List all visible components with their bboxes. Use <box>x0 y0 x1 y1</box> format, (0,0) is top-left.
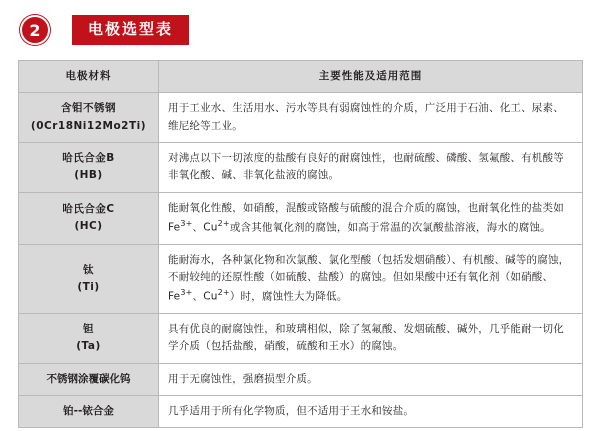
table-header <box>19 61 583 93</box>
cell-material <box>19 93 159 143</box>
cell-description: 能耐氧化性酸，如硝酸，混酸或铬酸与硫酸的混合介质的腐蚀，也耐氧化性的盐类如$Fe^{3+}$、$Cu^{2+}$或含其他氧化剂的腐蚀，如高于常温的次氯酸盐溶液，海水的腐蚀。 <box>159 192 583 244</box>
material-line: (HC) <box>74 220 103 233</box>
table-row <box>19 244 583 313</box>
cell-description: 用于工业水、生活用水、污水等具有弱腐蚀性的介质，广泛用于石油、化工、尿素、维尼纶等工业。 <box>159 93 583 143</box>
column-header-material: 电极材料 <box>19 61 159 93</box>
material-line: 不锈钢涂覆碳化钨 <box>46 372 131 385</box>
material-line: (Ta) <box>76 340 101 353</box>
cell-description: 对沸点以下一切浓度的盐酸有良好的耐腐蚀性，也耐硫酸、磷酸、氢氟酸、有机酸等非氧化酸、碱、非氧化盐液的腐蚀。 <box>159 142 583 192</box>
cell-material <box>19 314 159 364</box>
table-row <box>19 142 583 192</box>
table-body <box>19 93 583 428</box>
cell-description: 用于无腐蚀性，强磨损型介质。 <box>159 363 583 395</box>
material-line: 钛 <box>83 263 94 276</box>
table-row <box>19 396 583 428</box>
cell-material <box>19 244 159 313</box>
electrode-selection-table <box>18 60 583 428</box>
material-line: (0Cr18Ni12Mo2Ti) <box>30 119 147 132</box>
cell-description: 具有优良的耐腐蚀性，和玻璃相似，除了氢氟酸、发烟硫酸、碱外，几乎能耐一切化学介质（包括盐酸，硝酸，硫酸和王水）的腐蚀。 <box>159 314 583 364</box>
section-number-badge: 2 <box>20 15 50 45</box>
material-line: (Ti) <box>77 280 100 293</box>
material-line: 钽 <box>83 323 94 336</box>
page-title: 电极选型表 <box>72 15 189 45</box>
cell-material <box>19 363 159 395</box>
material-line: 铂--铱合金 <box>63 405 114 418</box>
section-header <box>18 10 582 50</box>
cell-material <box>19 142 159 192</box>
cell-material <box>19 396 159 428</box>
table-row <box>19 314 583 364</box>
table-row <box>19 363 583 395</box>
table-header-row <box>19 61 583 93</box>
cell-description: 几乎适用于所有化学物质，但不适用于王水和铵盐。 <box>159 396 583 428</box>
column-header-description: 主要性能及适用范围 <box>159 61 583 93</box>
table-row <box>19 192 583 244</box>
material-line: 含钼不锈钢 <box>61 102 116 115</box>
table-row <box>19 93 583 143</box>
material-line: 哈氏合金C <box>62 202 115 215</box>
cell-material <box>19 192 159 244</box>
material-line: (HB) <box>74 169 103 182</box>
cell-description: 能耐海水，各种氯化物和次氯酸、氯化型酸（包括发烟硝酸）、有机酸、碱等的腐蚀，不耐较纯的还原性酸（如硫酸、盐酸）的腐蚀。但如果酸中还有氧化剂（如硝酸、$Fe^{3+}$、$Cu^{2+}$）时，腐蚀性大为降低。 <box>159 244 583 313</box>
material-line: 哈氏合金B <box>62 151 115 164</box>
